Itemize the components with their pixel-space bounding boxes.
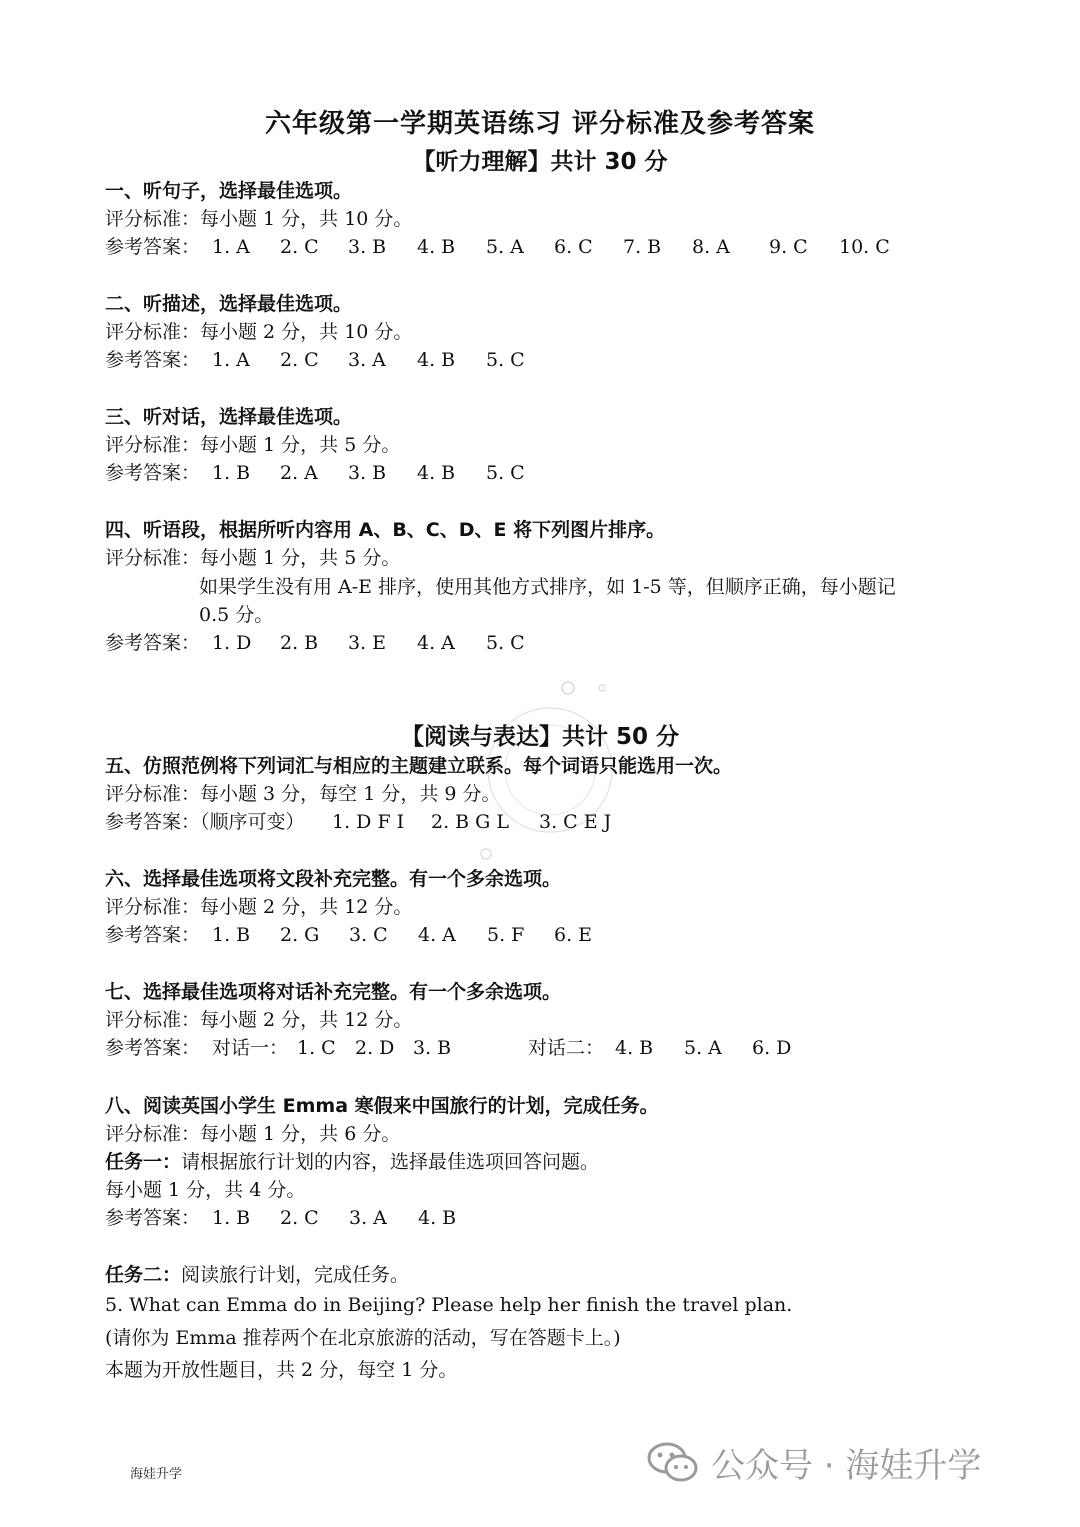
answer-item: 2. G	[280, 924, 320, 946]
listening-section-header: 【听力理解】共计 30 分	[412, 149, 668, 175]
footer-source: 海娃升学	[130, 1467, 183, 1482]
answer-item: 2. C	[280, 1207, 319, 1229]
answer-item: 3. B	[348, 462, 387, 484]
task1-points: 每小题 1 分，共 4 分。	[105, 1179, 306, 1201]
page-title: 六年级第一学期英语练习 评分标准及参考答案	[264, 109, 816, 139]
answer-item: 4. A	[418, 924, 456, 946]
answer-item: 5. F	[487, 924, 525, 946]
answer-label: 参考答案：	[105, 1207, 201, 1229]
q2-criteria: 评分标准：每小题 2 分，共 10 分。	[105, 321, 413, 343]
answer-label: 参考答案：	[105, 236, 201, 258]
answer-item: 6. C	[554, 236, 593, 258]
task2-text: 阅读旅行计划，完成任务。	[181, 1264, 410, 1286]
answer-label: 参考答案：（顺序可变）	[105, 811, 305, 833]
q1-heading: 一、听句子，选择最佳选项。	[105, 180, 353, 202]
dialog1-label: 对话一：	[212, 1037, 289, 1059]
answer-label: 参考答案：	[105, 349, 201, 371]
answer-item: 3. A	[348, 349, 386, 371]
answer-item: 6. E	[554, 924, 593, 946]
answer-item: 5. C	[486, 349, 525, 371]
task2-points: 本题为开放性题目，共 2 分，每空 1 分。	[105, 1359, 458, 1381]
q3-heading: 三、听对话，选择最佳选项。	[105, 406, 353, 428]
answer-item: 2. B G L	[431, 811, 510, 833]
q4-note-line2: 0.5 分。	[199, 604, 274, 626]
wechat-icon	[645, 1440, 701, 1484]
task2-instruction: (请你为 Emma 推荐两个在北京旅游的活动，写在答题卡上。)	[105, 1327, 621, 1349]
q8-criteria: 评分标准：每小题 1 分，共 6 分。	[105, 1123, 401, 1145]
q7-answers-row	[105, 1035, 792, 1061]
q4-answers-row	[105, 630, 525, 656]
task1-row	[105, 1149, 599, 1175]
q6-criteria: 评分标准：每小题 2 分，共 12 分。	[105, 896, 413, 918]
answer-item: 3. A	[349, 1207, 387, 1229]
answer-item: 4. A	[417, 632, 455, 654]
q6-heading: 六、选择最佳选项将文段补充完整。有一个多余选项。	[105, 868, 562, 890]
answer-item: 3. B	[413, 1037, 452, 1059]
wechat-watermark	[645, 1440, 981, 1484]
answer-item: 6. D	[752, 1037, 792, 1059]
answer-item: 2. A	[280, 462, 318, 484]
answer-item: 3. C	[349, 924, 388, 946]
answer-item: 1. B	[212, 924, 251, 946]
answer-item: 8. A	[692, 236, 730, 258]
answer-item: 5. A	[684, 1037, 722, 1059]
answer-item: 1. D	[212, 632, 252, 654]
q6-answers-row	[105, 922, 593, 948]
answer-item: 5. C	[486, 632, 525, 654]
task2-label: 任务二：	[105, 1264, 182, 1286]
reading-section-header: 【阅读与表达】共计 50 分	[400, 724, 680, 750]
q4-note-line1: 如果学生没有用 A-E 排序，使用其他方式排序，如 1-5 等，但顺序正确，每小题记	[199, 576, 896, 598]
answer-label: 参考答案：	[105, 924, 201, 946]
q4-criteria: 评分标准：每小题 1 分，共 5 分。	[105, 547, 401, 569]
q3-answers-row	[105, 460, 525, 486]
q5-criteria: 评分标准：每小题 3 分，每空 1 分，共 9 分。	[105, 783, 501, 805]
answer-item: 3. C E J	[539, 811, 612, 833]
task1-answers-row	[105, 1205, 457, 1231]
answer-item: 3. E	[348, 632, 387, 654]
task1-text: 请根据旅行计划的内容，选择最佳选项回答问题。	[181, 1151, 600, 1173]
answer-item: 4. B	[417, 462, 456, 484]
q1-criteria: 评分标准：每小题 1 分，共 10 分。	[105, 208, 413, 230]
answer-item: 5. C	[486, 462, 525, 484]
q2-answers-row	[105, 347, 525, 373]
answer-item: 2. C	[280, 236, 319, 258]
answer-label: 参考答案：	[105, 462, 201, 484]
q7-criteria: 评分标准：每小题 2 分，共 12 分。	[105, 1009, 413, 1031]
answer-item: 4. B	[417, 349, 456, 371]
answer-item: 3. B	[348, 236, 387, 258]
answer-item: 1. B	[212, 462, 251, 484]
q2-heading: 二、听描述，选择最佳选项。	[105, 293, 353, 315]
answer-item: 2. D	[355, 1037, 395, 1059]
answer-item: 7. B	[623, 236, 662, 258]
answer-item: 4. B	[615, 1037, 654, 1059]
q3-criteria: 评分标准：每小题 1 分，共 5 分。	[105, 434, 401, 456]
answer-item: 5. A	[486, 236, 524, 258]
answer-item: 2. B	[280, 632, 319, 654]
answer-item: 2. C	[280, 349, 319, 371]
q5-heading: 五、仿照范例将下列词汇与相应的主题建立联系。每个词语只能选用一次。	[105, 755, 733, 777]
q7-heading: 七、选择最佳选项将对话补充完整。有一个多余选项。	[105, 981, 562, 1003]
q1-answers-row	[105, 234, 890, 260]
q8-heading: 八、阅读英国小学生 Emma 寒假来中国旅行的计划，完成任务。	[105, 1095, 659, 1117]
answer-label: 参考答案：	[105, 632, 201, 654]
answer-item: 1. A	[212, 349, 250, 371]
task2-row	[105, 1262, 409, 1288]
answer-item: 4. B	[418, 1207, 457, 1229]
dialog2-label: 对话二：	[528, 1037, 605, 1059]
answer-item: 1. B	[212, 1207, 251, 1229]
watermark-text: 公众号 · 海娃升学	[711, 1445, 982, 1486]
answer-item: 1. D F I	[332, 811, 405, 833]
answer-item: 1. A	[212, 236, 250, 258]
answer-item: 1. C	[297, 1037, 336, 1059]
answer-item: 10. C	[839, 236, 890, 258]
task1-label: 任务一：	[105, 1151, 182, 1173]
q5-answers-row	[105, 809, 612, 835]
q4-heading: 四、听语段，根据所听内容用 A、B、C、D、E 将下列图片排序。	[105, 519, 666, 541]
answer-label: 参考答案：	[105, 1037, 201, 1059]
answer-item: 9. C	[769, 236, 808, 258]
answer-item: 4. B	[417, 236, 456, 258]
task2-question: 5. What can Emma do in Beijing? Please help her finish the travel plan.	[105, 1294, 793, 1316]
